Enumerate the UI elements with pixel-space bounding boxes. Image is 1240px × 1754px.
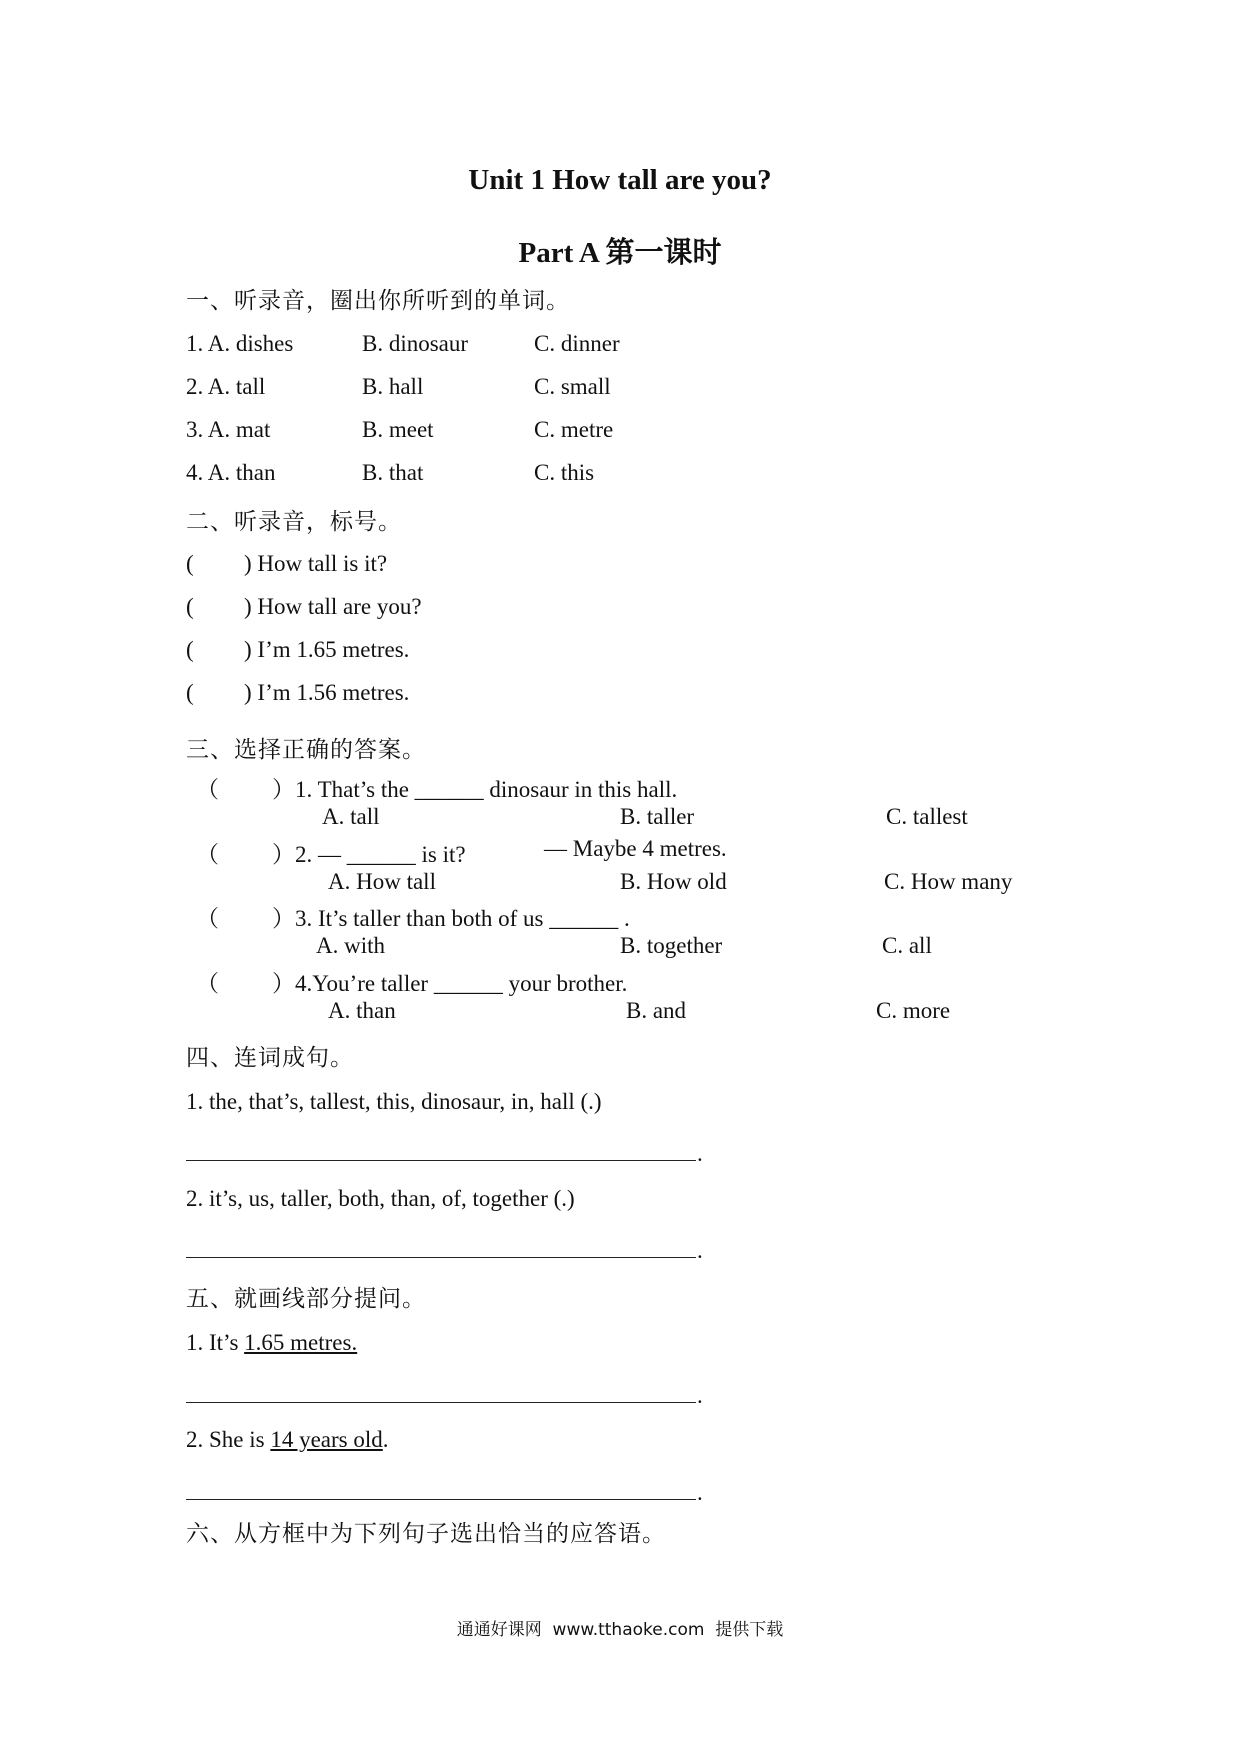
s5-answer-line-2-end: . <box>697 1480 703 1505</box>
s1-row-2-b: B. hall <box>362 374 424 399</box>
s5-item-1-underlined: 1.65 metres. <box>244 1330 358 1355</box>
s4-answer-line-1[interactable] <box>186 1160 696 1161</box>
section-3-heading: 三、选择正确的答案。 <box>186 737 426 763</box>
section-4-heading: 四、连词成句。 <box>186 1045 354 1071</box>
section-2-heading: 二、听录音，标号。 <box>186 509 402 535</box>
page-subtitle: Part A 第一课时 <box>518 237 722 269</box>
s4-answer-line-1-end: . <box>697 1141 703 1166</box>
page-title: Unit 1 How tall are you? <box>468 164 772 196</box>
section-1-heading: 一、听录音，圈出你所听到的单词。 <box>186 288 570 314</box>
s2-item-3-text: ) I’m 1.65 metres. <box>244 637 410 662</box>
s1-row-1-b: B. dinosaur <box>362 331 469 356</box>
s1-row-4-c: C. this <box>534 460 595 485</box>
section-5-heading: 五、就画线部分提问。 <box>186 1286 426 1312</box>
s1-row-2-c: C. small <box>534 374 611 399</box>
s3-q4-option-b: B. and <box>626 998 687 1023</box>
s5-item-2-post: . <box>382 1427 389 1452</box>
s4-item-1: 1. the, that’s, tallest, this, dinosaur, in, hall (.) <box>186 1089 602 1114</box>
s3-q3-open: （ <box>196 906 219 931</box>
s1-row-2-a: 2. A. tall <box>186 374 266 399</box>
s5-answer-line-1-end: . <box>697 1383 703 1408</box>
s1-row-1-a: 1. A. dishes <box>186 331 294 356</box>
s3-q2-option-b: B. How old <box>620 869 727 894</box>
s3-q4-option-c: C. more <box>876 998 951 1023</box>
s2-item-4-open: ( <box>186 680 194 705</box>
s3-q2-option-c: C. How many <box>884 869 1013 894</box>
s3-q3-text: ）3. It’s taller than both of us ______ . <box>272 906 630 931</box>
s3-q1-option-b: B. taller <box>620 804 695 829</box>
s3-q3-option-b: B. together <box>620 933 723 958</box>
s5-item-2-underlined: 14 years old <box>270 1427 383 1452</box>
s1-row-4-b: B. that <box>362 460 424 485</box>
s5-item-1 <box>186 1330 357 1356</box>
s2-item-1-text: ) How tall is it? <box>244 551 388 576</box>
s2-item-4-text: ) I’m 1.56 metres. <box>244 680 410 705</box>
s4-answer-line-2[interactable] <box>186 1257 696 1258</box>
s5-answer-line-2[interactable] <box>186 1499 696 1500</box>
s5-answer-line-1[interactable] <box>186 1402 696 1403</box>
section-6-heading: 六、从方框中为下列句子选出恰当的应答语。 <box>186 1521 666 1547</box>
s3-q4-text: ）4.You’re taller ______ your brother. <box>272 971 628 996</box>
s3-q1-option-a: A. tall <box>322 804 380 829</box>
s2-item-3-open: ( <box>186 637 194 662</box>
s3-q1-option-c: C. tallest <box>886 804 968 829</box>
s4-answer-line-2-end: . <box>697 1238 703 1263</box>
s2-item-2-text: ) How tall are you? <box>244 594 422 619</box>
s5-item-2-pre: 2. She is <box>186 1427 271 1452</box>
s2-item-1-open: ( <box>186 551 194 576</box>
s3-q2-option-a: A. How tall <box>328 869 436 894</box>
s1-row-1-c: C. dinner <box>534 331 620 356</box>
s3-q2-answer-hint: — Maybe 4 metres. <box>544 836 727 861</box>
s1-row-3-b: B. meet <box>362 417 434 442</box>
s2-item-2-open: ( <box>186 594 194 619</box>
s3-q2-open: （ <box>196 842 219 867</box>
page-footer: 通通好课网 www.tthaoke.com 提供下载 <box>456 1620 784 1640</box>
s5-item-1-pre: 1. It’s <box>186 1330 245 1355</box>
s1-row-4-a: 4. A. than <box>186 460 276 485</box>
s3-q3-option-c: C. all <box>882 933 932 958</box>
s1-row-3-a: 3. A. mat <box>186 417 271 442</box>
s3-q4-open: （ <box>196 971 219 996</box>
s3-q1-text: ）1. That’s the ______ dinosaur in this hall. <box>272 777 678 802</box>
s1-row-3-c: C. metre <box>534 417 614 442</box>
s3-q1-open: （ <box>196 777 219 802</box>
s3-q3-option-a: A. with <box>316 933 385 958</box>
s5-item-2 <box>186 1427 389 1453</box>
s3-q2-text: ）2. — ______ is it? <box>272 842 466 867</box>
s3-q4-option-a: A. than <box>328 998 396 1023</box>
s4-item-2: 2. it’s, us, taller, both, than, of, together (.) <box>186 1186 575 1211</box>
